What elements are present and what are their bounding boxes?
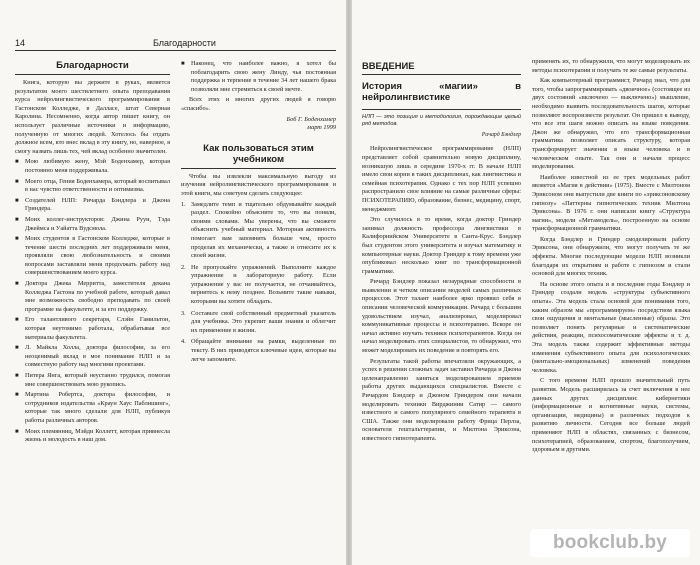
body-paragraph: Нейролингвистическое программирование (НЛП) представляет собой сравнительно новую дисциплину, возникшую лишь в середине 1970-х гг. В начале НЛП имело свои корни в таких дисциплинах, как лингвистика и семейная психотерапия. Однако с тех пор НЛП успешно распространило свое влияние на самые различные сферы: ПСИХОТЕРАПИЮ, образование, бизнес, медицину, спорт, менеджмент. (362, 145, 521, 213)
intro-heading: ВВЕДЕНИЕ (362, 60, 415, 71)
body-paragraph: Как компьютерный программист, Ричард знал, что для того, чтобы запрограммировать «двоичное» (состоящее из двух состояний «включено — выключено») мышление, необходимо выявить последовательность шагов, которые позволяют воспроизвести результат. Он пришел к выводу, что все эти шаги можно описать на языке поведения. Джон же обнаружил, что его трансформационная грамматика позволяет описать структуру, которая трансформирует значения в языке человека и в человеческом опыте. Так они и начали процесс моделирования. (532, 77, 690, 171)
body-paragraph: Это случилось в то время, когда доктор Гриндер занимал должность профессора лингвистики в Калифорнийском Университете в Санта-Крус. Бэндлер был студентом этого университета и изучал математику и компьютерные науки. Доктор Гриндер к тому времени уже опубликовал несколько книг по трансформационной грамматике. (362, 216, 521, 275)
thanks-text: Всех этих и многих других людей я говорю «спасибо». (181, 96, 336, 112)
ack-title-rule (15, 74, 170, 75)
howto-step (181, 310, 336, 336)
ack-item (15, 280, 170, 314)
list-item-text: Его талантливого секретаря, Слэйн Гамильтон, которая неутомимо работала, обрабатывая все материалы факультета. (25, 316, 170, 341)
list-number: 4. (181, 338, 186, 346)
list-item-text: Замедлите темп и тщательно обдумывайте каждый раздел. Спокойно объясните то, что вы поняли, своими словами. Мы уверены, что вы сможете объяснить учебный материал. Моторная активность помогает вам запомнить больше чем, просто проделав их механически, а также и отнесите их к своей жизни. (191, 200, 336, 260)
list-number: 1. (181, 200, 186, 208)
list-item-text: Л. Майкла Холла, доктора философии, за его неоценимый вклад в мое понимание НЛП и за совместную работу над многими проектами. (25, 344, 170, 369)
intro-column-1 (362, 62, 521, 446)
epigraph-author: Ричард Бэндлер (481, 131, 521, 138)
ack-item (15, 235, 170, 278)
howto-list (181, 201, 336, 365)
list-item-text: Не пропускайте упражнений. Выполните каждое упражнение и лабораторную работу. Если упражнение у вас не получается, не отчаивайтесь, вернитесь к нему позднее. Возьмите такие навыки, которыми вы хотите обладать. (191, 263, 336, 306)
list-item-text: Моих коллег-инструкторов: Джина Рууи, Тэда Джеймса и Уайатта Вудсмола. (25, 215, 170, 232)
howto-title-rule (181, 168, 336, 169)
list-item-text: Мою любимую жену, Мэй Боденхамер, которая постоянно меня поддерживала. (25, 158, 170, 174)
signature-name: Боб Г. Боденхамер (286, 115, 336, 123)
intro-column-2 (532, 58, 690, 457)
right-column (181, 60, 336, 367)
list-item-text: Создателей НЛП: Ричарда Бэндлера и Джона Гриндера. (25, 196, 170, 213)
list-item-text: Доктора Джека Мерритта, заместителя декана Колледжа Гастона по учебной работе, который давал мне возможность свободно преподавать по своей программе на факультете, и за его поддержку. (25, 280, 170, 313)
ack-title: Благодарности (56, 60, 129, 71)
list-item-text: Составьте свой собственный предметный указатель для учебника. Это укрепит ваши знания и облегчит их применение в жизни. (191, 309, 336, 334)
list-item-text: Мартина Робертса, доктора философии, и сотрудников издательства «Краун Хаус Паблишинг», которые так много сделали для НЛП, публикуя работы различных авторов. (25, 391, 170, 424)
body-paragraph: применять их, то обнаружили, что могут моделировать их методы психотерапии и получать те же самые результаты. (532, 58, 690, 74)
ack-intro: Книга, которую вы держите в руках, является результатом моего шестилетнего опыта преподавания курса нейролингвистического программирования в Гастонском Колледже, в Далласе, штат Северная Каролина. Несомненно, когда автор пишет книгу, он использует различные источники и информацию, полученную от многих людей. Хотелось бы отдать должное всем, кто внес вклад в эту книгу, но, наверное, я смогу назвать лишь тех, чей вклад особенно значителен. (15, 79, 170, 155)
epigraph-text: НЛП — это позиция и методология, порождающие целый ряд методов. (362, 113, 521, 128)
body-paragraph: Результаты такой работы впечатляли окружающих, а успех в решении сложных задач заставил Ричарда и Джона целенаправленно заняться моделированием приемов работы других выдающихся специалистов. Вместе с Ричардом Бэндлер и Джоном Гриндером они начали моделировать техники Вирджинии Сатир — самого известного и самого популярного семейного терапевта в США. Также они моделировали работу Фрица Перлза, основателя гештальттерапии, и Милтона Эриксона, известного гипнотерапевта. (362, 357, 521, 442)
list-item-text: Моих студентов в Гастонском Колледже, которые в течение шести последних лет поддерживали меня, проявляли свою любознательность и своими вопросами заставляли меня продолжать работу над совершенствованием моего курса. (25, 235, 170, 277)
list-item-text: Обращайте внимание на рамки, выделенные по тексту. В них приводятся ключевые идеи, которые вы легче запомните. (191, 338, 336, 363)
howto-step (181, 201, 336, 261)
list-item-text: Наконец, что наиболее важно, я хотел бы поблагодарить свою жену Линду, чья постоянная поддержка и терпение в течение 34 лет нашего брака позволяли мне стремиться к своей мечте. (191, 60, 336, 93)
list-item-text: Моего отца, Гения Боденхамера, который воспитывал в нас чувство ответственности и оптимизма. (25, 177, 170, 194)
final-thanks-list (181, 60, 336, 94)
howto-step (181, 264, 336, 307)
header-rule (15, 50, 336, 51)
page-number: 14 (15, 38, 26, 48)
ack-item (15, 216, 170, 233)
ack-list (15, 158, 170, 444)
intro-col2-body (532, 58, 690, 455)
body-paragraph: Наиболее известной из ее трех модельных работ является «Магия в действии» (1975). Вместе с Милтоном Эриксоном они выпустили две книги по «эриксоновскому гипнозу» «Паттерны гипнотических техник Милтона Эриксона». В 1976 г. они написали книгу «Структура магии», модели «Метамодель», построенную на основе трансформационной грамматики. (532, 173, 690, 233)
howto-title: Как пользоваться этим учебником (203, 142, 314, 165)
list-number: 2. (181, 263, 186, 271)
intro-col1-body (362, 145, 521, 443)
ack-column (15, 60, 170, 447)
howto-intro: Чтобы вы извлекли максимальную выгоду из изучения нейролингвистического программирования и этой книги, мы советуем сделать следующее: (181, 172, 336, 197)
running-title: Благодарности (153, 38, 216, 48)
body-paragraph: Ричард Бэндлер показал незаурядные способности в выявлении и четком описании моделей самых различных процессов. Этот талант наиболее ярко проявил себя в описании человеческой коммуникации. Ричард с большим удовольствием изучал, анализировал, моделировал коммуникативные процессы и психотерапию. Вскоре он начал активно изучать техники психотерапевтов. Когда он начал моделировать этих специалистов, то обнаружил, что может моделировать их поведение и повторять его. (362, 278, 521, 355)
subtitle-rule (362, 109, 521, 110)
intro-subtitle: История «магии» в нейролингвистике (362, 80, 521, 103)
ack-item (15, 372, 170, 389)
watermark-logo: bookclub.by (530, 529, 690, 557)
list-number: 3. (181, 309, 186, 317)
ack-item (15, 158, 170, 175)
ack-item (15, 391, 170, 425)
signature-date: март 1999 (307, 124, 336, 132)
list-item-text: Моих племянниц, Мэйди Коллетт, которая привнесла жизнь и молодость в наш дом. (25, 427, 170, 444)
list-item-text: Питера Янга, который неустанно трудился, помогая мне совершенствовать мою рукопись. (25, 372, 170, 388)
ack-item (15, 316, 170, 342)
ack-item (15, 428, 170, 445)
ack-item (15, 344, 170, 370)
howto-step (181, 338, 336, 364)
body-paragraph: Когда Бэндлер и Гриндер смоделировали работу Эриксона, они обнаружили, что могут получать те же эффекты. Многие последующие модели НЛП возникли благодаря их открытиям и работе с гипнозом и стали основой для многих техник. (532, 235, 690, 278)
ack-item (15, 178, 170, 195)
intro-heading-rule (362, 74, 521, 75)
ack-item (15, 197, 170, 214)
thanks-item (181, 60, 336, 94)
body-paragraph: С того времени НЛП прошло значительный путь развития. Модель расширилась за счет включения в нее данных других дисциплин: кибернетики (информационные и когнитивные науки, системы, организации, медицины) и различных подходов к развитию личности. Сегодня все больше людей применяют НЛП в областях, связанных с бизнесом, психотерапией, образованием, спортом, благополучием, здоровьем и другими. (532, 377, 690, 454)
left-page (0, 0, 346, 565)
body-paragraph: На основе этого опыта и в последние годы Бэндлер и Гриндер создали модель «структуры субъективного опыта». Эта модель стала основой для понимания того, каким образом мы «программируем» посредством языка свои ощущения и ментальные (мысленные) образы. Это позволяет понять регулярные и систематические действия, реакции, психосоматические эффекты и т. д. Эта модель также содержит эффективные методы изменения субъективного опыта для психологических (ментально-эмоциональных) изменений поведения человека. (532, 280, 690, 374)
right-page (352, 0, 700, 565)
